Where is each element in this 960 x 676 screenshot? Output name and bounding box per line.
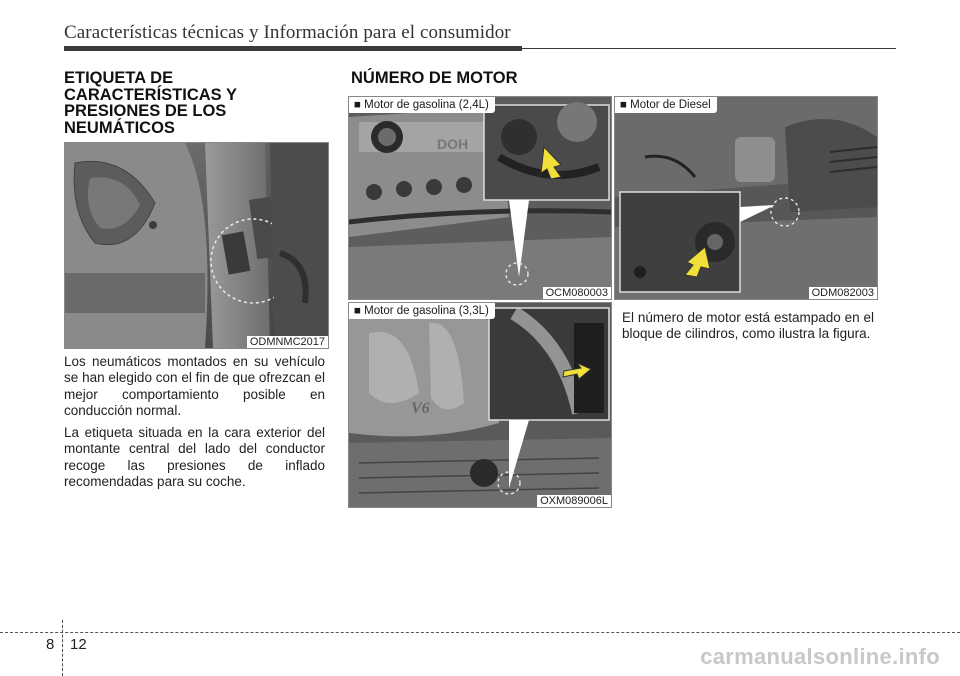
caption-text: Motor de gasolina (2,4L) — [364, 99, 489, 111]
header-rule-thin — [522, 48, 896, 49]
caption-text: Motor de Diesel — [630, 99, 711, 111]
image-code: ODMNMC2017 — [247, 336, 328, 348]
heading-line: PRESIONES DE LOS — [64, 102, 227, 120]
tire-label-text — [64, 354, 325, 496]
engine-number-text: El número de motor está estampado en el bloque de cilindros, como ilustra la figura. — [622, 310, 874, 342]
svg-text:V6: V6 — [411, 400, 430, 417]
engine-number-heading: NÚMERO DE MOTOR — [351, 69, 518, 87]
heading-line: ETIQUETA DE — [64, 69, 174, 87]
bullet: ■ — [354, 305, 361, 317]
engine-photo-3-3l — [348, 302, 612, 508]
paragraph: La etiqueta situada en la cara exterior del montante central del lado del conductor recoge las presiones de inflado recomendadas para su coche. — [64, 425, 325, 490]
engine-photo-2-4l — [348, 96, 612, 300]
caption-text: Motor de gasolina (3,3L) — [364, 305, 489, 317]
page-number: 12 — [70, 636, 87, 653]
tire-label-photo — [64, 142, 329, 349]
section-number: 8 — [46, 636, 55, 653]
image-caption — [349, 97, 495, 113]
watermark: carmanualsonline.info — [700, 644, 940, 669]
footer-divider — [62, 620, 63, 676]
tire-label-heading — [64, 70, 324, 136]
image-code: OCM080003 — [543, 287, 611, 299]
bullet: ■ — [620, 99, 627, 111]
bullet: ■ — [354, 99, 361, 111]
svg-text:DOH: DOH — [437, 136, 469, 152]
paragraph: Los neumáticos montados en su vehículo se han elegido con el fin de que ofrezcan el mejor comportamiento posible en conducción normal. — [64, 354, 325, 418]
footer-rule — [0, 632, 960, 633]
image-caption — [349, 303, 495, 319]
header-rule — [64, 46, 522, 51]
image-code: OXM089006L — [537, 495, 611, 507]
heading-line: CARACTERÍSTICAS Y — [64, 85, 237, 104]
engine-photo-diesel — [614, 96, 878, 300]
image-code: ODM082003 — [809, 287, 877, 299]
page-header-title: Características técnicas y Información para el consumidor — [64, 22, 511, 43]
heading-line: NEUMÁTICOS — [64, 118, 175, 137]
image-caption — [615, 97, 717, 113]
